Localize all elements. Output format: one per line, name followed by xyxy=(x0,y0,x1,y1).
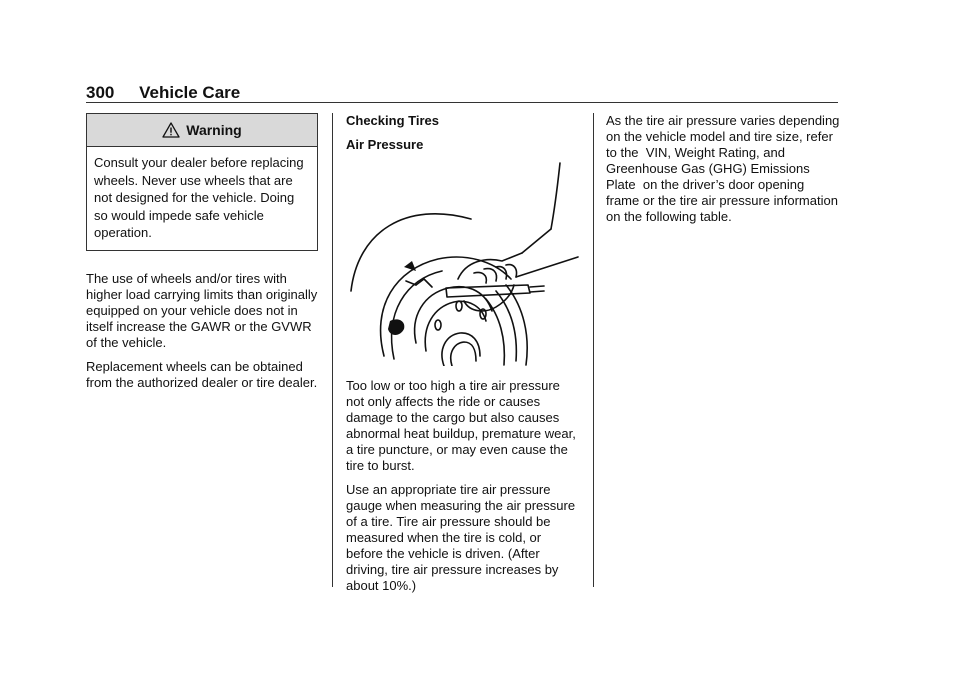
air-pressure-heading: Air Pressure xyxy=(346,137,424,152)
warning-text: Consult your dealer before replacing wheels. Never use wheels that are not designed for the vehicle. Doing so would impede safe vehicle operation. xyxy=(94,155,304,240)
section-title: Vehicle Care xyxy=(139,83,241,102)
pressure-reference-paragraph: As the tire air pressure varies depending on the vehicle model and tire size, refer to the VIN, Weight Rating, and Greenhouse Gas (GHG) Emissions Plate on the driver’s door opening frame or the tire air pressure information on the following table. xyxy=(606,113,840,224)
warning-box xyxy=(86,113,318,251)
warning-header xyxy=(87,114,317,147)
column-1 xyxy=(86,113,318,399)
warning-title: Warning xyxy=(186,122,242,138)
column-3 xyxy=(606,113,840,233)
page-header xyxy=(86,83,240,103)
pressure-gauge-paragraph: Use an appropriate tire air pressure gauge when measuring the air pressure of a tire. Tire air pressure should be measured when the tire is cold, or before the vehicle is driven. (After driving, tire air pressure increases by about 10%.) xyxy=(346,482,576,593)
wheels-load-paragraph: The use of wheels and/or tires with higher load carrying limits than originally equipped on your vehicle does not in itself increase the GAWR or the GVWR of the vehicle. xyxy=(86,270,318,350)
column-2 xyxy=(346,113,580,602)
header-rule xyxy=(86,102,838,103)
replacement-wheels-paragraph: Replacement wheels can be obtained from the authorized dealer or tire dealer. xyxy=(86,358,318,390)
column-divider-2 xyxy=(593,113,594,587)
warning-triangle-icon xyxy=(162,122,180,138)
column-divider-1 xyxy=(332,113,333,587)
checking-tires-heading: Checking Tires xyxy=(346,113,439,128)
tire-pressure-gauge-illustration xyxy=(346,161,580,366)
page-number: 300 xyxy=(86,83,115,102)
pressure-effects-paragraph: Too low or too high a tire air pressure not only affects the ride or causes damage to the cargo but also causes abnormal heat buildup, premature wear, a tire puncture, or may even cause the tire to burst. xyxy=(346,378,576,473)
